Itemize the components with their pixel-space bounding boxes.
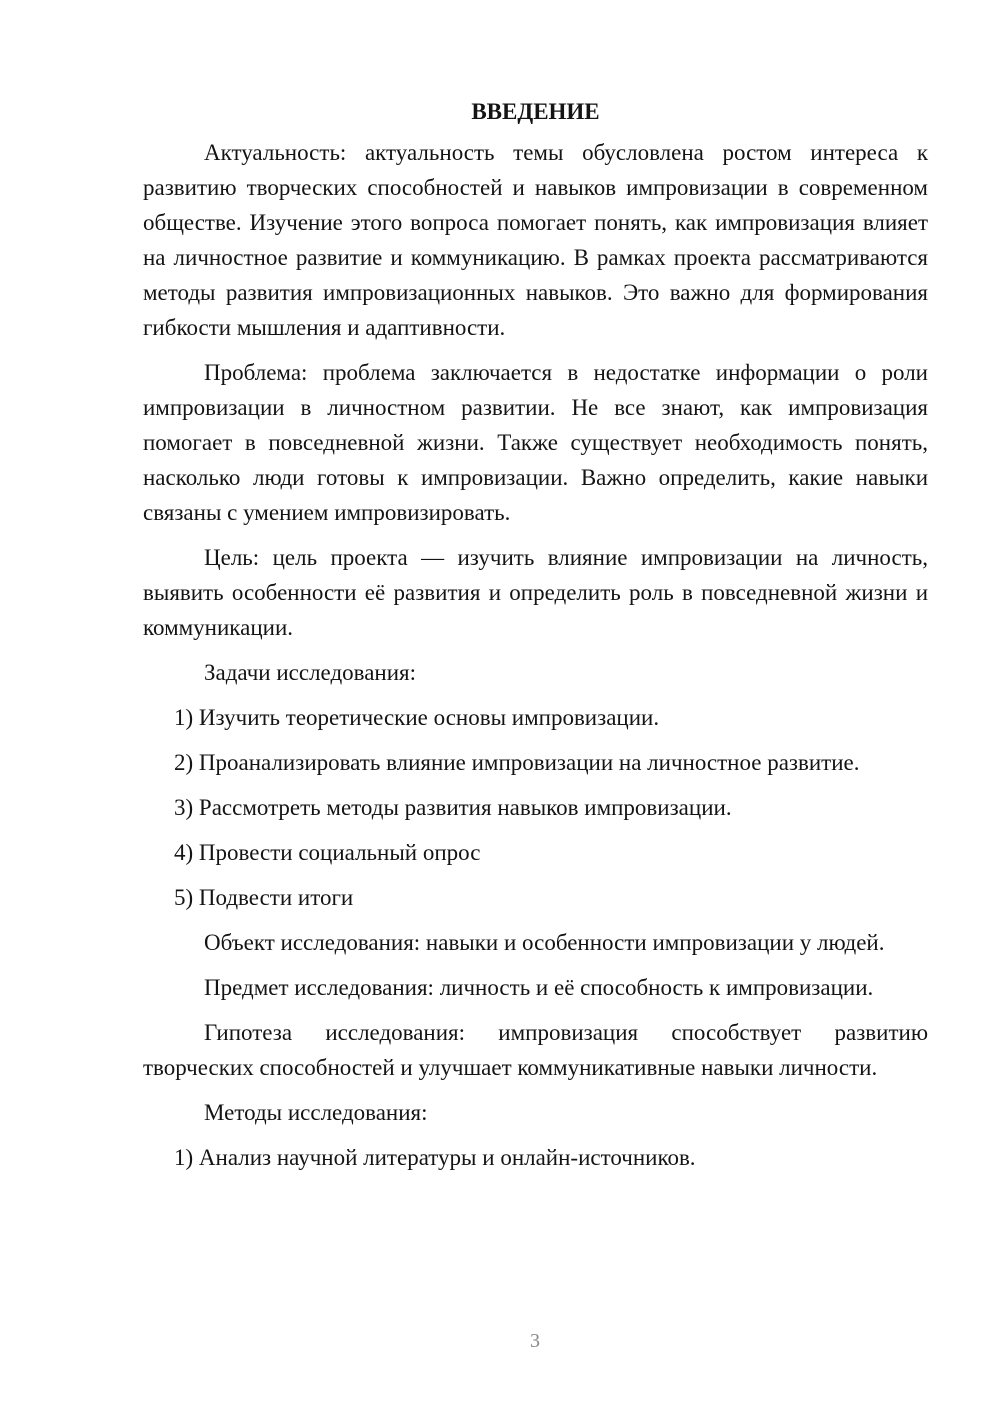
task-item-4: 4) Провести социальный опрос [174,840,481,865]
paragraph-relevance: Актуальность: актуальность темы обусловлена ростом интереса к развитию творческих способностей и навыков импровизации в современном обществе. Изучение этого вопроса помогает понять, как импровизация влияет на личностное развитие и коммуникацию. В рамках проекта рассматриваются методы развития импровизационных навыков. Это важно для формирования гибкости мышления и адаптивности. [143,140,928,340]
task-item-5: 5) Подвести итоги [174,885,354,910]
paragraph-hypothesis: Гипотеза исследования: импровизация способствует развитию творческих способностей и улучшает коммуникативные навыки личности. [143,1020,928,1080]
page-content [143,94,928,1175]
task-item-3: 3) Рассмотреть методы развития навыков импровизации. [174,795,732,820]
task-item-2: 2) Проанализировать влияние импровизации на личностное развитие. [174,750,860,775]
paragraph-subject: Предмет исследования: личность и её способность к импровизации. [204,975,874,1000]
paragraph-problem: Проблема: проблема заключается в недостатке информации о роли импровизации в личностном развитии. Не все знают, как импровизация помогает в повседневной жизни. Также существует необходимость понять, насколько люди готовы к импровизации. Важно определить, какие навыки связаны с умением импровизировать. [143,360,928,525]
page-title: ВВЕДЕНИЕ [471,99,600,124]
paragraph-object: Объект исследования: навыки и особенности импровизации у людей. [204,930,885,955]
tasks-heading: Задачи исследования: [204,660,417,685]
page-number: 3 [530,1330,540,1352]
methods-heading: Методы исследования: [204,1100,428,1125]
task-item-1: 1) Изучить теоретические основы импровизации. [174,705,660,730]
method-item-1: 1) Анализ научной литературы и онлайн-источников. [174,1145,696,1170]
paragraph-goal: Цель: цель проекта — изучить влияние импровизации на личность, выявить особенности её развития и определить роль в повседневной жизни и коммуникации. [143,545,928,640]
